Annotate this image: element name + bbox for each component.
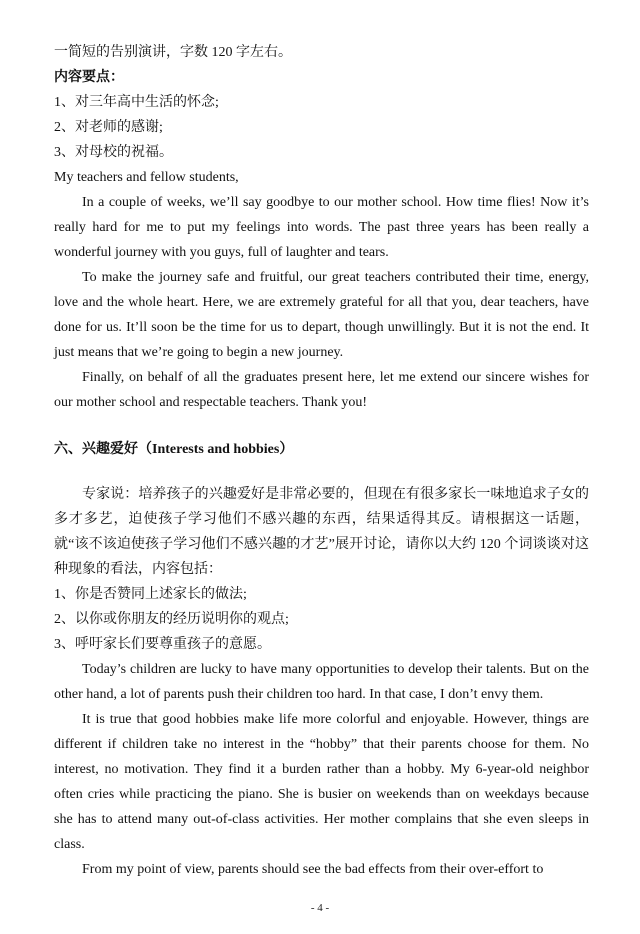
- section-title: 六、兴趣爱好（Interests and hobbies）: [54, 442, 294, 457]
- intro-line: 一简短的告别演讲，字数 120 字左右。: [54, 45, 292, 60]
- speech-paragraph: Finally, on behalf of all the graduates present here, let me extend our sincere wishes for our mother school and respectable teachers. Thank you!: [54, 370, 589, 410]
- page-content: [54, 40, 589, 882]
- section-prompt: 专家说：培养孩子的兴趣爱好是非常必要的，但现在有很多家长一味地追求子女的多才多艺，迫使孩子学习他们不感兴趣的东西，结果适得其反。请根据这一话题，就“该不该迫使孩子学习他们不感兴趣的才艺”展开讨论，请你以大约 120 个词谈谈对这种现象的看法，内容包括：: [54, 487, 589, 577]
- point-item: 1、对三年高中生活的怀念;: [54, 95, 219, 110]
- point-item: 2、对老师的感谢;: [54, 120, 163, 135]
- point-item: 1、你是否赞同上述家长的做法;: [54, 587, 247, 602]
- point-item: 3、呼吁家长们要尊重孩子的意愿。: [54, 637, 271, 652]
- point-item: 3、对母校的祝福。: [54, 145, 173, 160]
- essay-paragraph: It is true that good hobbies make life more colorful and enjoyable. However, things are different if children take no interest in the “hobby” that their parents choose for them. No interest, no motivation. They find it a burden rather than a hobby. My 6-year-old neighbor often cries while practicing the piano. She is busier on weekends than on weekdays because she has to attend many out-of-class activities. Her mother complains that she even sleeps in class.: [54, 712, 589, 852]
- page-number: - 4 -: [310, 902, 330, 914]
- speech-paragraph: To make the journey safe and fruitful, our great teachers contributed their time, energy, love and the whole heart. Here, we are extremely grateful for all that you, dear teachers, have done for us. It’ll soon be the time for us to depart, though unwillingly. But it is not the end. It just means that we’re going to begin a new journey.: [54, 270, 589, 360]
- essay-paragraph: Today’s children are lucky to have many opportunities to develop their talents. But on the other hand, a lot of parents push their children too hard. In that case, I don’t envy them.: [54, 662, 589, 702]
- points-heading: 内容要点：: [54, 70, 124, 85]
- speech-paragraph: In a couple of weeks, we’ll say goodbye to our mother school. How time flies! Now it’s really hard for me to put my feelings into words. The past three years has been really a wonderful journey with you guys, full of laughter and tears.: [54, 195, 589, 260]
- salutation: My teachers and fellow students,: [54, 170, 239, 185]
- essay-paragraph: From my point of view, parents should see the bad effects from their over-effort to: [82, 862, 544, 877]
- point-item: 2、以你或你朋友的经历说明你的观点;: [54, 612, 289, 627]
